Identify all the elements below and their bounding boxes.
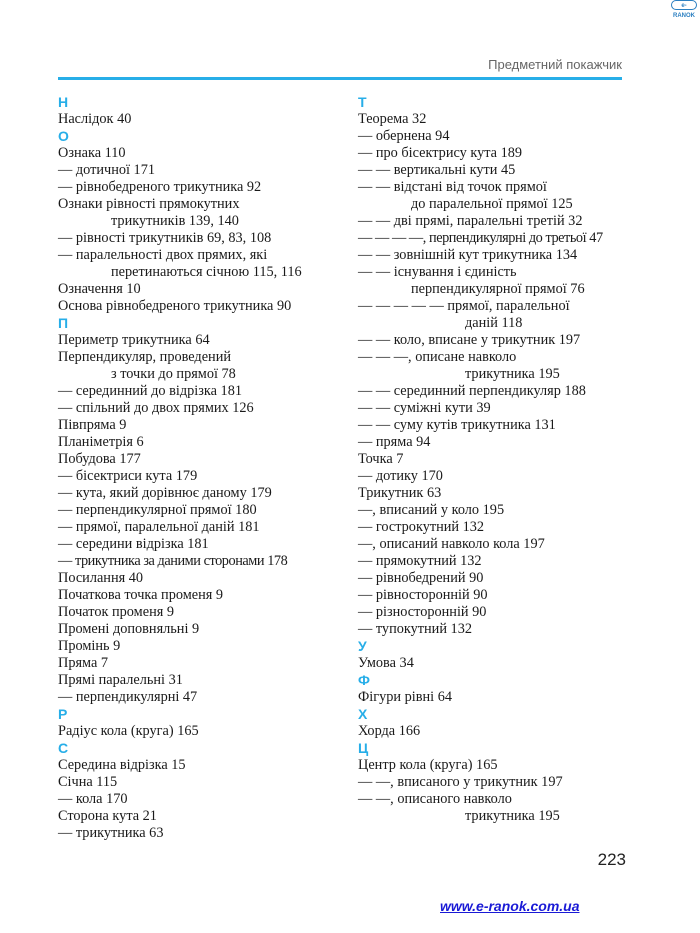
index-entry-continuation: трикутника 195 — [465, 808, 560, 824]
index-entry: Трикутник 63 — [358, 485, 442, 501]
index-entry: Ознака 110 — [58, 145, 126, 161]
index-entry: — дотичної 171 — [58, 162, 155, 178]
index-entry: — — — — — прямої, паралельної — [358, 298, 570, 314]
page-number: 223 — [597, 850, 626, 869]
index-letter-heading: П — [58, 315, 69, 331]
index-entry: — серединний до відрізка 181 — [58, 383, 243, 399]
index-entry: Сторона кута 21 — [58, 808, 157, 824]
index-letter-heading: Н — [58, 94, 69, 110]
index-letter-heading: Ц — [358, 740, 369, 756]
index-entry-continuation: до паралельної прямої 125 — [411, 196, 573, 212]
index-letter-heading: Ф — [358, 672, 370, 688]
index-entry-continuation: перпендикулярної прямої 76 — [411, 281, 585, 297]
index-entry: — паралельності двох прямих, які — [58, 247, 268, 263]
index-entry: Умова 34 — [358, 655, 414, 671]
index-letter-heading: Х — [358, 706, 368, 722]
index-entry: — обернена 94 — [358, 128, 450, 144]
index-entry: — прямокутний 132 — [358, 553, 482, 569]
index-entry: — —, описаного навколо — [358, 791, 512, 807]
index-entry: — — суміжні кути 39 — [358, 400, 491, 416]
index-entry: Початок променя 9 — [58, 604, 175, 620]
index-entry: — — суму кутів трикутника 131 — [358, 417, 556, 433]
index-entry: — — — —, перпендикулярні до третьої 47 — [358, 230, 603, 246]
index-entry: Січна 115 — [58, 774, 118, 790]
index-entry: Планіметрія 6 — [58, 434, 144, 450]
index-column-right — [358, 94, 628, 825]
index-entry: — рівнобедрений 90 — [358, 570, 484, 586]
index-letter-heading: Т — [358, 94, 367, 110]
index-entry: — пряма 94 — [358, 434, 431, 450]
index-entry: — — коло, вписане у трикутник 197 — [358, 332, 581, 348]
index-entry: — прямої, паралельної даній 181 — [58, 519, 260, 535]
index-entry: — — вертикальні кути 45 — [358, 162, 516, 178]
index-entry: — — існування і єдиність — [358, 264, 517, 280]
index-entry: — рівності трикутників 69, 83, 108 — [58, 230, 272, 246]
index-entry: — гострокутний 132 — [358, 519, 485, 535]
index-letter-heading: С — [58, 740, 69, 756]
index-entry: Теорема 32 — [358, 111, 427, 127]
index-entry: Побудова 177 — [58, 451, 141, 467]
footer-link[interactable]: www.e-ranok.com.ua — [440, 898, 580, 914]
index-entry: — про бісектрису кута 189 — [358, 145, 523, 161]
index-entry: Наслідок 40 — [58, 111, 132, 127]
index-entry: — різносторонній 90 — [358, 604, 487, 620]
index-entry: — —, вписаного у трикутник 197 — [358, 774, 563, 790]
index-entry: — кола 170 — [58, 791, 128, 807]
index-entry: — дотику 170 — [358, 468, 443, 484]
index-entry: Точка 7 — [358, 451, 404, 467]
index-entry-continuation: перетинаються січною 115, 116 — [111, 264, 302, 280]
index-entry: Периметр трикутника 64 — [58, 332, 210, 348]
index-entry: Радіус кола (круга) 165 — [58, 723, 199, 739]
index-letter-heading: Р — [58, 706, 68, 722]
index-entry: Центр кола (круга) 165 — [358, 757, 498, 773]
index-entry: — — дві прямі, паралельні третій 32 — [358, 213, 583, 229]
index-entry: Означення 10 — [58, 281, 141, 297]
index-entry: Півпряма 9 — [58, 417, 127, 433]
index-entry: Промінь 9 — [58, 638, 121, 654]
index-entry: Середина відрізка 15 — [58, 757, 186, 773]
index-entry: — — відстані від точок прямої — [358, 179, 547, 195]
index-entry-continuation: даній 118 — [465, 315, 523, 331]
index-entry: — — —, описане навколо — [358, 349, 517, 365]
index-entry-continuation: трикутників 139, 140 — [111, 213, 239, 229]
index-entry: —, описаний навколо кола 197 — [358, 536, 545, 552]
index-entry: Основа рівнобедреного трикутника 90 — [58, 298, 292, 314]
index-entry: Початкова точка променя 9 — [58, 587, 224, 603]
index-entry: — перпендикулярні 47 — [58, 689, 198, 705]
index-entry: — перпендикулярної прямої 180 — [58, 502, 257, 518]
index-entry: Прямі паралельні 31 — [58, 672, 183, 688]
index-entry: Промені доповняльні 9 — [58, 621, 200, 637]
index-entry: Фігури рівні 64 — [358, 689, 453, 705]
index-entry: Перпендикуляр, проведений — [58, 349, 232, 365]
index-entry: —, вписаний у коло 195 — [358, 502, 505, 518]
index-entry: — — зовнішній кут трикутника 134 — [358, 247, 578, 263]
index-letter-heading: У — [358, 638, 367, 654]
index-entry: — — серединний перпендикуляр 188 — [358, 383, 586, 399]
header-rule — [58, 77, 622, 80]
index-column-left — [58, 94, 328, 842]
index-entry: — рівносторонній 90 — [358, 587, 488, 603]
index-entry: — тупокутний 132 — [358, 621, 472, 637]
index-entry: — середини відрізка 181 — [58, 536, 209, 552]
index-entry: Ознаки рівності прямокутних — [58, 196, 240, 212]
index-entry: — кута, який дорівнює даному 179 — [58, 485, 272, 501]
index-entry-continuation: з точки до прямої 78 — [111, 366, 236, 382]
index-entry: — бісектриси кута 179 — [58, 468, 198, 484]
index-entry: Пряма 7 — [58, 655, 109, 671]
index-entry: Посилання 40 — [58, 570, 144, 586]
index-entry: Хорда 166 — [358, 723, 421, 739]
index-entry: — рівнобедреного трикутника 92 — [58, 179, 262, 195]
index-entry-continuation: трикутника 195 — [465, 366, 560, 382]
index-entry: — трикутника 63 — [58, 825, 164, 841]
publisher-logo: e-RANOK — [671, 0, 697, 10]
index-entry: — трикутника за даними сторонами 178 — [58, 553, 288, 569]
running-header: Предметний покажчик — [488, 57, 622, 72]
index-letter-heading: О — [58, 128, 69, 144]
index-entry: — спільний до двох прямих 126 — [58, 400, 254, 416]
